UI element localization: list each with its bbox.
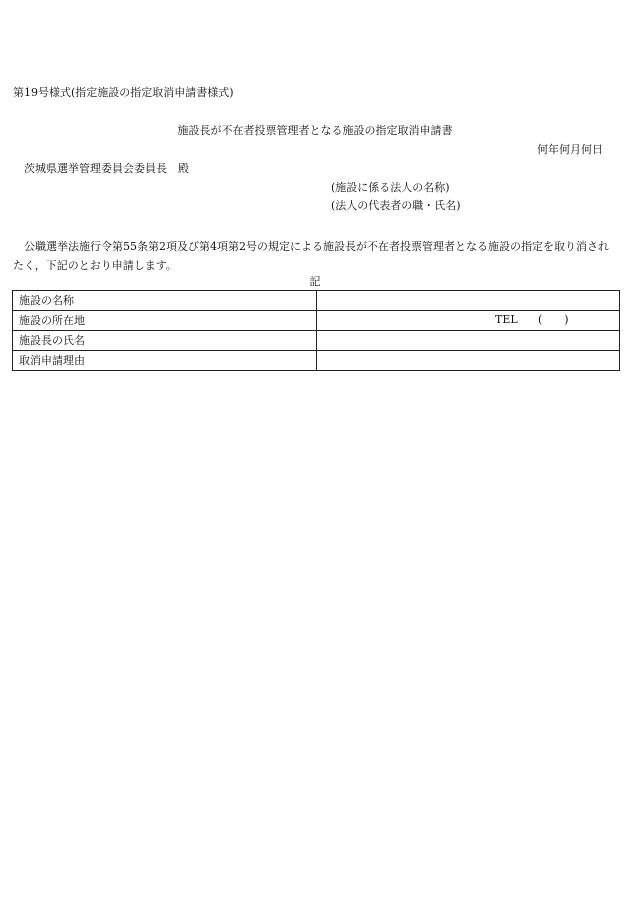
- facility-name-label: 施設の名称: [13, 291, 317, 311]
- tel-group: [323, 311, 619, 330]
- applicant-organization: (施設に係る法人の名称): [331, 181, 450, 194]
- ki-heading: 記: [309, 275, 321, 288]
- applicant-representative: (法人の代表者の職・氏名): [331, 199, 461, 212]
- form-number: 第19号様式(指定施設の指定取消申請書様式): [13, 86, 234, 99]
- table-row: [13, 351, 620, 371]
- request-statement: 公職選挙法施行令第55条第2項及び第4項第2号の規定による施設長が不在者投票管理者となる施設の指定を取り消されたく，下記のとおり申請します。: [13, 240, 609, 272]
- facility-name-value[interactable]: [317, 291, 620, 311]
- document-title: 施設長が不在者投票管理者となる施設の指定取消申請書: [177, 124, 453, 137]
- director-name-label: 施設長の氏名: [13, 331, 317, 351]
- table-row: [13, 311, 620, 331]
- cancellation-reason-value[interactable]: [317, 351, 620, 371]
- application-table: [12, 290, 620, 371]
- facility-address-value[interactable]: [317, 311, 620, 331]
- tel-area-code-field[interactable]: ( ): [538, 313, 569, 326]
- facility-address-label: 施設の所在地: [13, 311, 317, 331]
- table-row: [13, 331, 620, 351]
- table-row: [13, 291, 620, 311]
- tel-label: TEL: [495, 313, 518, 326]
- cancellation-reason-label: 取消申請理由: [13, 351, 317, 371]
- director-name-value[interactable]: [317, 331, 620, 351]
- document-date: 何年何月何日: [537, 143, 603, 156]
- addressee: 茨城県選挙管理委員会委員長 殿: [24, 162, 189, 175]
